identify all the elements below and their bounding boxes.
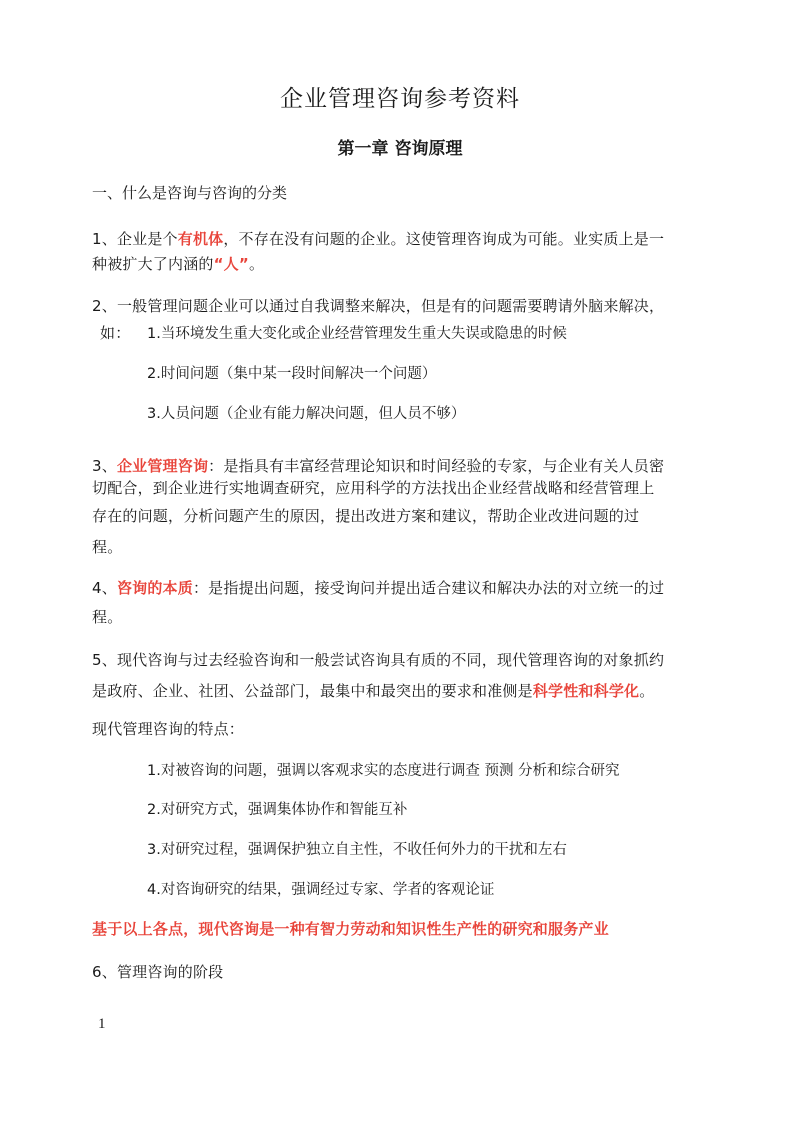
- feature-item-4: 4.对咨询研究的结果，强调经过专家、学者的客观论证: [147, 882, 495, 898]
- p1-line2-highlight: “人”: [213, 255, 249, 273]
- p5-line2-pre: 是政府、企业、社团、公益部门，最集中和最突出的要求和准侧是: [92, 682, 533, 700]
- conclusion-statement: 基于以上各点，现代咨询是一种有智力劳动和知识性生产性的研究和服务产业: [92, 920, 609, 938]
- paragraph-3-line-4: 程。: [92, 538, 123, 556]
- paragraph-1-line-2: [92, 253, 264, 274]
- paragraph-4-line-1: [92, 577, 664, 598]
- paragraph-2-line-1: 2、一般管理问题企业可以通过自我调整来解决，但是有的问题需要聘请外脑来解决，: [92, 297, 665, 315]
- paragraph-5-line-2: [92, 680, 654, 701]
- section-heading: 一、什么是咨询与咨询的分类: [92, 184, 288, 202]
- p3-highlight: 企业管理咨询: [116, 457, 209, 475]
- paragraph-2-lead: 如：: [100, 324, 131, 342]
- p3-post: ：是指具有丰富经营理论知识和时间经验的专家，与企业有关人员密: [208, 457, 665, 475]
- paragraph-5-line-1: 5、现代咨询与过去经验咨询和一般尝试咨询具有质的不同，现代管理咨询的对象抓约: [92, 651, 665, 669]
- document-title: 企业管理咨询参考资料: [280, 86, 520, 112]
- paragraph-3-line-1: [92, 455, 664, 476]
- section-6-heading: 6、管理咨询的阶段: [92, 963, 224, 981]
- p1-line2-pre: 种被扩大了内涵的: [92, 255, 214, 273]
- p3-pre: 3、: [92, 457, 117, 475]
- p1-line2-post: 。: [248, 255, 265, 273]
- p2-item-3: 3.人员问题（企业有能力解决问题，但人员不够）: [147, 406, 466, 422]
- feature-item-1: 1.对被咨询的问题，强调以客观求实的态度进行调查 预测 分析和综合研究: [147, 763, 620, 779]
- paragraph-3-line-3: 存在的问题，分析问题产生的原因，提出改进方案和建议，帮助企业改进问题的过: [92, 507, 640, 525]
- p5-line2-highlight: 科学性和科学化: [532, 682, 640, 700]
- paragraph-1-line-1: [92, 228, 664, 249]
- p4-post: ：是指提出问题，接受询问并提出适合建议和解决办法的对立统一的过: [192, 579, 665, 597]
- p2-item-1: 1.当环境发生重大变化或企业经营管理发生重大失误或隐患的时候: [147, 326, 567, 342]
- p1-highlight: 有机体: [177, 230, 224, 248]
- page-number: 1: [98, 1016, 106, 1032]
- features-heading: 现代管理咨询的特点：: [92, 720, 245, 738]
- chapter-heading: 第一章 咨询原理: [337, 139, 463, 159]
- p5-line2-post: 。: [639, 682, 655, 700]
- feature-item-2: 2.对研究方式，强调集体协作和智能互补: [147, 802, 408, 818]
- paragraph-3-line-2: 切配合，到企业进行实地调查研究，应用科学的方法找出企业经营战略和经营管理上: [92, 479, 655, 497]
- p4-pre: 4、: [92, 579, 117, 597]
- p4-highlight: 咨询的本质: [116, 579, 193, 597]
- p2-item-2: 2.时间问题（集中某一段时间解决一个问题）: [147, 366, 437, 382]
- p1-pre: 1、企业是个: [92, 230, 178, 248]
- feature-item-3: 3.对研究过程，强调保护独立自主性，不收任何外力的干扰和左右: [147, 842, 567, 858]
- paragraph-4-line-2: 程。: [92, 608, 123, 626]
- p1-post: ，不存在没有问题的企业。这使管理咨询成为可能。业实质上是一: [223, 230, 665, 248]
